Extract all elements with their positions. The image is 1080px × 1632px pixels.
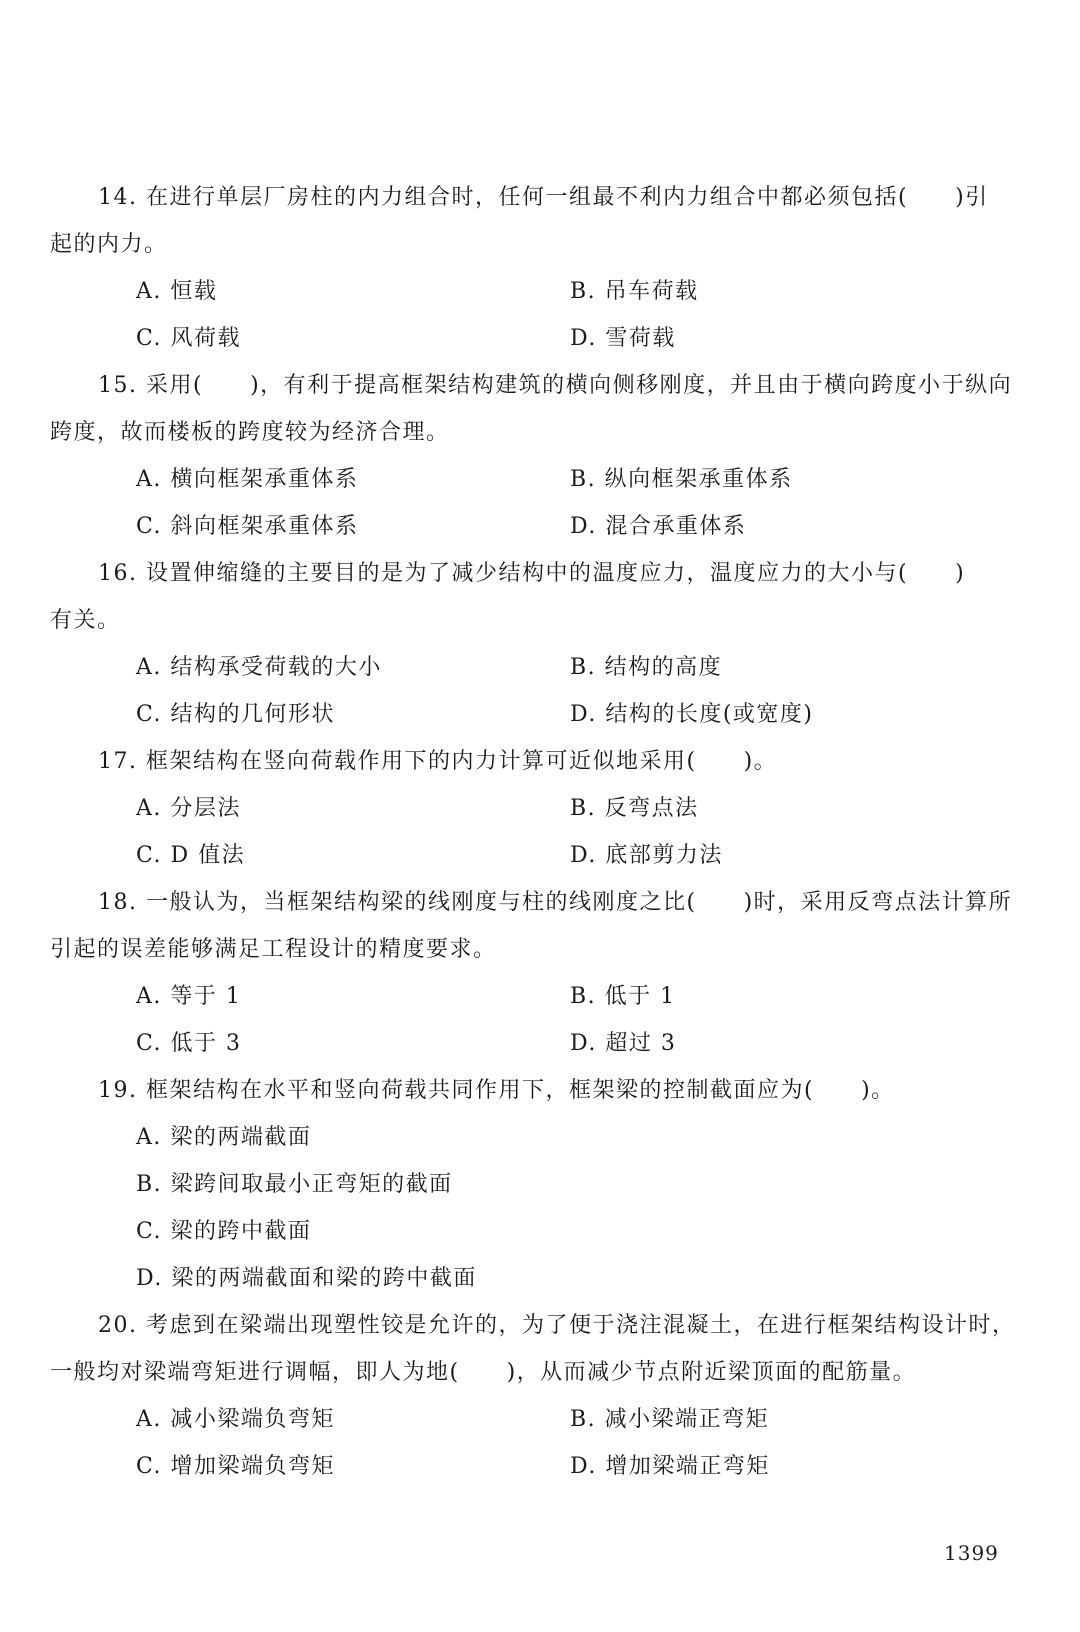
question-17-option-a: A. 分层法 xyxy=(136,796,241,821)
question-19-stem: 19. 框架结构在水平和竖向荷载共同作用下，框架梁的控制截面应为( )。 xyxy=(98,1078,895,1103)
question-20-stem-continued: 一般均对梁端弯矩进行调幅，即人为地( )，从而减少节点附近梁顶面的配筋量。 xyxy=(50,1360,917,1385)
question-20-stem: 20. 考虑到在梁端出现塑性铰是允许的，为了便于浇注混凝土，在进行框架结构设计时， xyxy=(98,1313,1016,1338)
question-17-option-b: B. 反弯点法 xyxy=(570,796,699,821)
question-15-option-b: B. 纵向框架承重体系 xyxy=(570,467,793,492)
question-18-option-b: B. 低于 1 xyxy=(570,984,676,1009)
question-14-option-b: B. 吊车荷载 xyxy=(570,279,699,304)
question-17-option-d: D. 底部剪力法 xyxy=(570,843,723,868)
question-14-option-c: C. 风荷载 xyxy=(136,326,242,351)
question-15-option-a: A. 横向框架承重体系 xyxy=(136,467,359,492)
question-14-stem-continued: 起的内力。 xyxy=(50,232,168,257)
question-15-stem: 15. 采用( )，有利于提高框架结构建筑的横向侧移刚度，并且由于横向跨度小于纵向 xyxy=(98,373,1013,398)
question-16-option-c: C. 结构的几何形状 xyxy=(136,702,336,727)
question-18-stem-continued: 引起的误差能够满足工程设计的精度要求。 xyxy=(50,937,497,962)
question-20-option-c: C. 增加梁端负弯矩 xyxy=(136,1454,336,1479)
question-20-option-b: B. 减小梁端正弯矩 xyxy=(570,1407,770,1432)
question-20-option-a: A. 减小梁端负弯矩 xyxy=(136,1407,335,1432)
question-18-option-d: D. 超过 3 xyxy=(570,1031,677,1056)
question-19-option-a: A. 梁的两端截面 xyxy=(136,1125,312,1150)
page-number: 1399 xyxy=(944,1541,999,1565)
question-15-stem-continued: 跨度，故而楼板的跨度较为经济合理。 xyxy=(50,420,450,445)
question-15-option-d: D. 混合承重体系 xyxy=(570,514,747,539)
question-17-stem: 17. 框架结构在竖向荷载作用下的内力计算可近似地采用( )。 xyxy=(98,749,778,774)
question-19-option-d: D. 梁的两端截面和梁的跨中截面 xyxy=(136,1266,477,1291)
question-17-option-c: C. D 值法 xyxy=(136,843,246,868)
question-14-option-d: D. 雪荷载 xyxy=(570,326,676,351)
question-20-option-d: D. 增加梁端正弯矩 xyxy=(570,1454,770,1479)
question-16-stem: 16. 设置伸缩缝的主要目的是为了减少结构中的温度应力，温度应力的大小与( ) xyxy=(98,561,966,586)
question-16-stem-continued: 有关。 xyxy=(50,608,121,633)
question-16-option-a: A. 结构承受荷载的大小 xyxy=(136,655,382,680)
question-19-option-c: C. 梁的跨中截面 xyxy=(136,1219,312,1244)
question-16-option-d: D. 结构的长度(或宽度) xyxy=(570,702,814,727)
question-16-option-b: B. 结构的高度 xyxy=(570,655,723,680)
question-14-stem: 14. 在进行单层厂房柱的内力组合时，任何一组最不利内力组合中都必须包括( )引 xyxy=(98,185,989,210)
question-15-option-c: C. 斜向框架承重体系 xyxy=(136,514,359,539)
question-14-option-a: A. 恒载 xyxy=(136,279,218,304)
question-19-option-b: B. 梁跨间取最小正弯矩的截面 xyxy=(136,1172,453,1197)
question-18-option-c: C. 低于 3 xyxy=(136,1031,242,1056)
question-18-option-a: A. 等于 1 xyxy=(136,984,242,1009)
question-18-stem: 18. 一般认为，当框架结构梁的线刚度与柱的线刚度之比( )时，采用反弯点法计算所 xyxy=(98,890,1013,915)
